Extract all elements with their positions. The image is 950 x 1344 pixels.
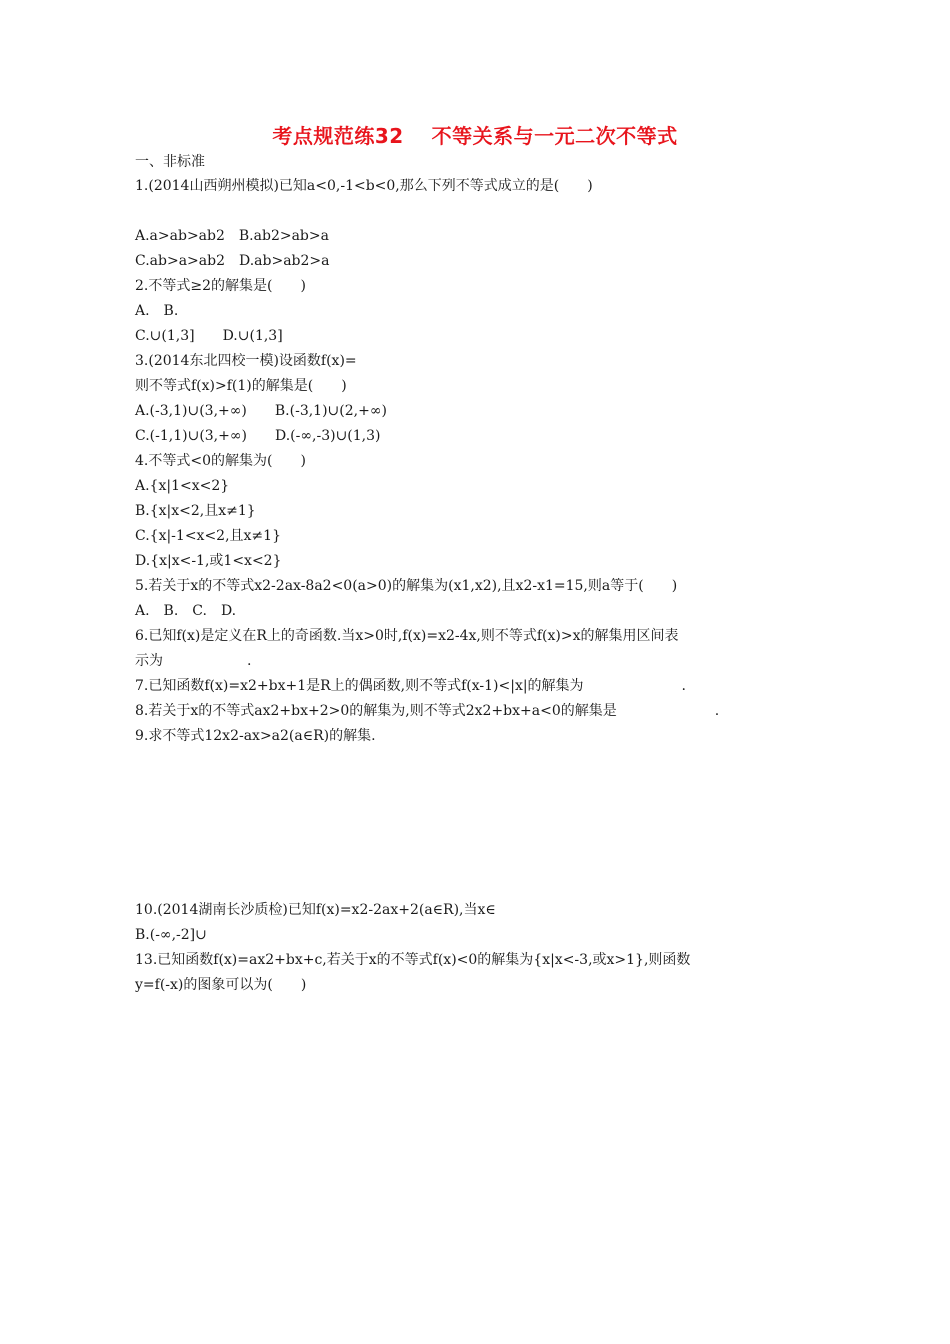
question-2: 2.不等式≥2的解集是( ) (135, 278, 306, 294)
question-3-continued: 则不等式f(x)>f(1)的解集是( ) (135, 378, 347, 394)
question-1: 1.(2014山西朔州模拟)已知a<0,-1<b<0,那么下列不等式成立的是( ) (135, 178, 593, 194)
question-7: 7.已知函数f(x)=x2+bx+1是R上的偶函数,则不等式f(x-1)<|x|的解集为 . (135, 678, 687, 694)
question-6-continued: 示为 . (135, 653, 252, 669)
question-3-options-cd: C.(-1,1)∪(3,+∞) D.(-∞,-3)∪(1,3) (135, 428, 381, 444)
title-topic: 不等关系与一元二次不等式 (431, 124, 678, 148)
title-code: 考点规范练32 (272, 124, 404, 148)
question-9: 9.求不等式12x2-ax>a2(a∈R)的解集. (135, 728, 376, 744)
question-1-options-cd: C.ab>a>ab2 D.ab>ab2>a (135, 253, 330, 269)
question-10-option-b: B.(-∞,-2]∪ (135, 927, 207, 943)
question-4: 4.不等式<0的解集为( ) (135, 453, 306, 469)
page-title (0, 120, 950, 149)
question-3: 3.(2014东北四校一模)设函数f(x)= (135, 353, 357, 369)
question-10: 10.(2014湖南长沙质检)已知f(x)=x2-2ax+2(a∈R),当x∈ (135, 902, 496, 918)
question-1-options-ab: A.a>ab>ab2 B.ab2>ab>a (135, 228, 329, 244)
question-6: 6.已知f(x)是定义在R上的奇函数.当x>0时,f(x)=x2-4x,则不等式f(x)>x的解集用区间表 (135, 628, 679, 644)
question-2-options-ab: A. B. (135, 303, 179, 319)
question-5-options: A. B. C. D. (135, 603, 237, 619)
question-8: 8.若关于x的不等式ax2+bx+2>0的解集为,则不等式2x2+bx+a<0的解集是 . (135, 703, 720, 719)
question-4-option-c: C.{x|-1<x<2,且x≠1} (135, 528, 281, 544)
question-3-options-ab: A.(-3,1)∪(3,+∞) B.(-3,1)∪(2,+∞) (135, 403, 387, 419)
question-2-options-cd: C.∪(1,3] D.∪(1,3] (135, 328, 283, 344)
section-heading: 一、非标准 (135, 154, 205, 170)
question-4-option-a: A.{x|1<x<2} (135, 478, 230, 494)
question-13-continued: y=f(-x)的图象可以为( ) (135, 977, 307, 993)
question-4-option-d: D.{x|x<-1,或1<x<2} (135, 553, 282, 569)
question-4-option-b: B.{x|x<2,且x≠1} (135, 503, 256, 519)
question-5: 5.若关于x的不等式x2-2ax-8a2<0(a>0)的解集为(x1,x2),且x2-x1=15,则a等于( ) (135, 578, 678, 594)
question-13: 13.已知函数f(x)=ax2+bx+c,若关于x的不等式f(x)<0的解集为{x|x<-3,或x>1},则函数 (135, 952, 691, 968)
